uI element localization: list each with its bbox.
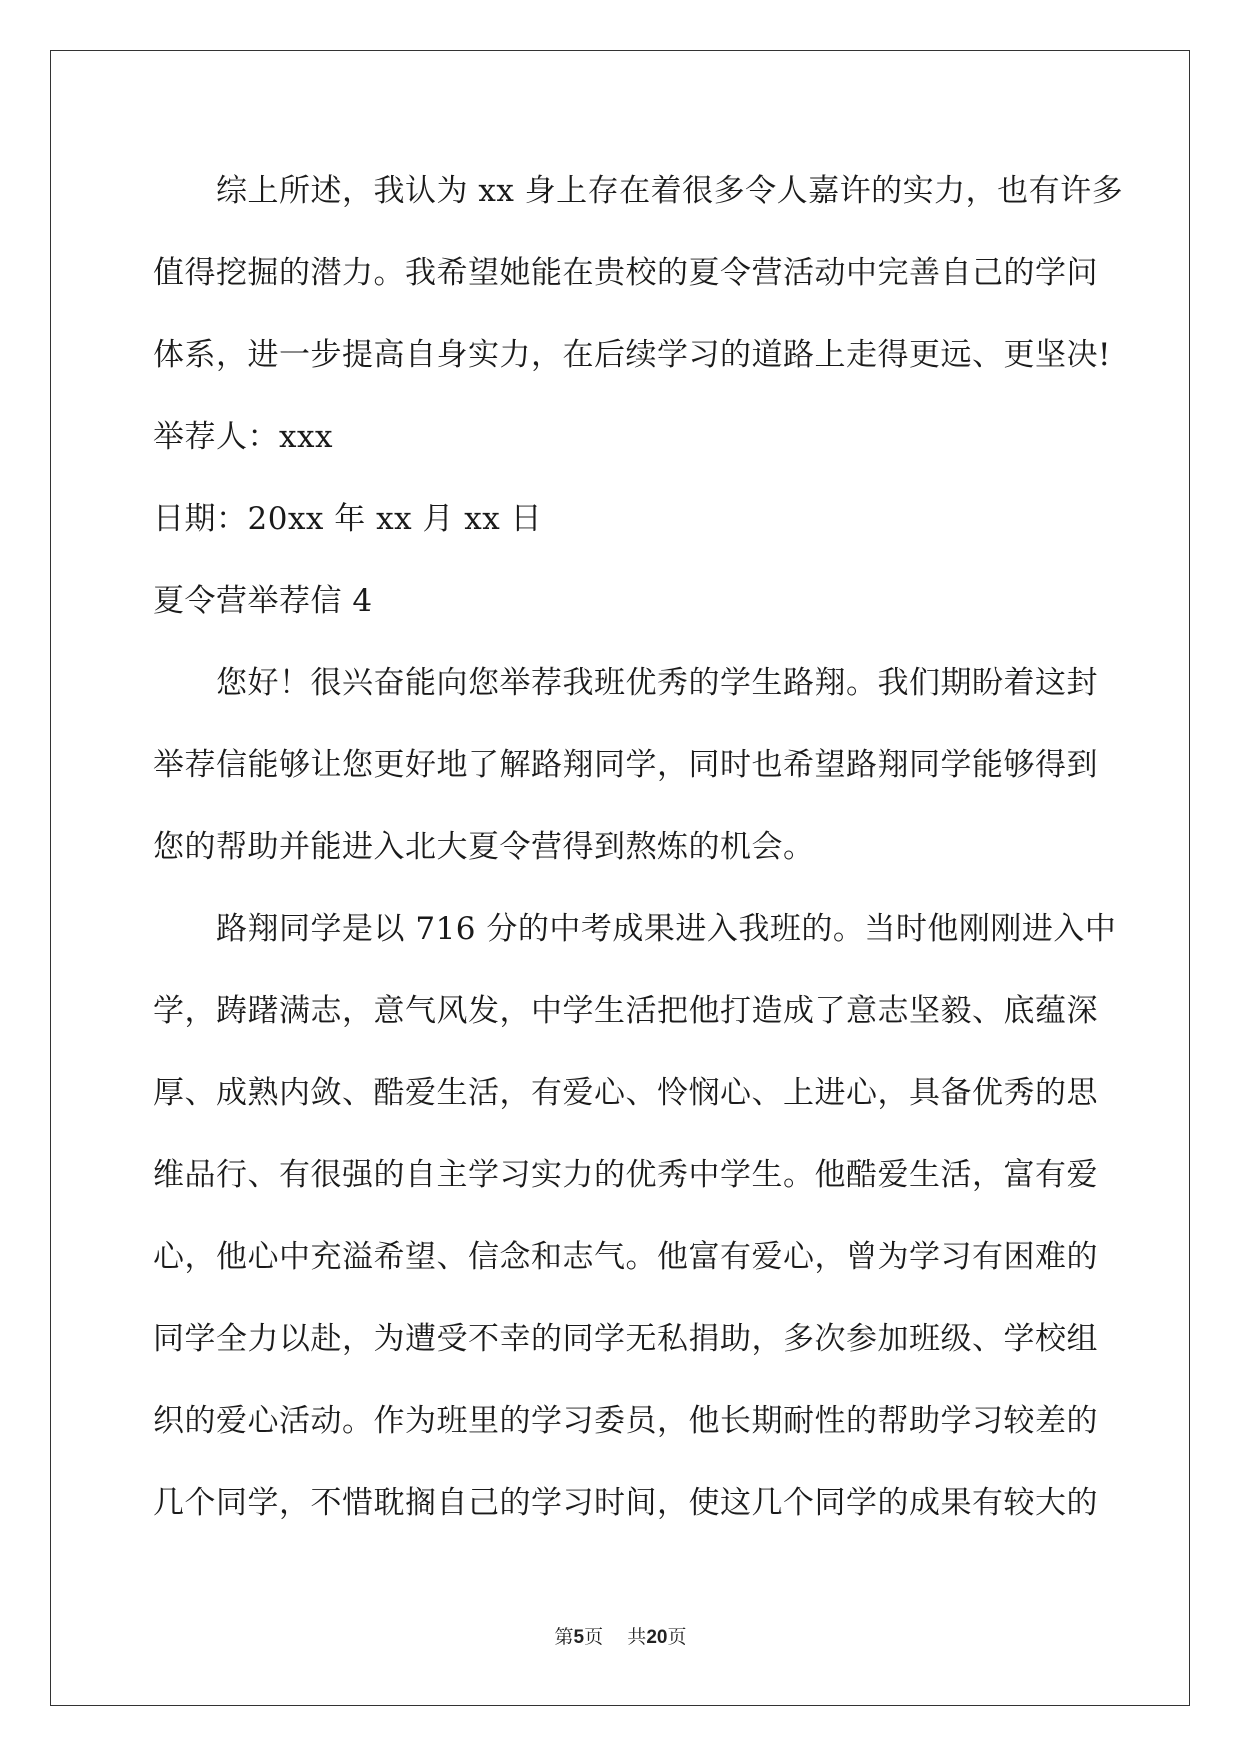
paragraph-line: 举荐信能够让您更好地了解路翔同学，同时也希望路翔同学能够得到 xyxy=(153,747,1098,783)
paragraph-line: 综上所述，我认为 xx 身上存在着很多令人嘉许的实力，也有许多 xyxy=(216,173,1124,209)
paragraph-line: 路翔同学是以 716 分的中考成果进入我班的。当时他刚刚进入中 xyxy=(216,911,1117,947)
paragraph-line: 您好！很兴奋能向您举荐我班优秀的学生路翔。我们期盼着这封 xyxy=(216,665,1098,701)
paragraph-line: 同学全力以赴，为遭受不幸的同学无私捐助，多次参加班级、学校组 xyxy=(153,1321,1098,1357)
footer-total-suffix: 页 xyxy=(667,1626,687,1648)
paragraph-line: 体系，进一步提高自身实力，在后续学习的道路上走得更远、更坚决! xyxy=(153,337,1111,373)
section-title: 夏令营举荐信 4 xyxy=(153,583,373,619)
paragraph-line: 几个同学，不惜耽搁自己的学习时间，使这几个同学的成果有较大的 xyxy=(153,1485,1098,1521)
paragraph-line: 心，他心中充溢希望、信念和志气。他富有爱心，曾为学习有困难的 xyxy=(153,1239,1098,1275)
paragraph-line: 学，踌躇满志，意气风发，中学生活把他打造成了意志坚毅、底蕴深 xyxy=(153,993,1098,1029)
footer-total-number: 20 xyxy=(646,1627,668,1648)
paragraph-line: 厚、成熟内敛、酷爱生活，有爱心、怜悯心、上进心，具备优秀的思 xyxy=(153,1075,1098,1111)
page-footer xyxy=(0,1622,1241,1649)
paragraph-line: 织的爱心活动。作为班里的学习委员，他长期耐性的帮助学习较差的 xyxy=(153,1403,1098,1439)
document-body xyxy=(153,150,1124,1544)
paragraph-line: 维品行、有很强的自主学习实力的优秀中学生。他酷爱生活，富有爱 xyxy=(153,1157,1098,1193)
footer-page-number: 5 xyxy=(573,1627,585,1648)
footer-page-prefix: 第 xyxy=(554,1626,574,1648)
paragraph-line: 值得挖掘的潜力。我希望她能在贵校的夏令营活动中完善自己的学问 xyxy=(153,255,1098,291)
date-line: 日期：20xx 年 xx 月 xx 日 xyxy=(153,501,543,537)
recommender-line: 举荐人：xxx xyxy=(153,419,333,455)
footer-page-suffix: 页 xyxy=(584,1626,604,1648)
paragraph-line: 您的帮助并能进入北大夏令营得到熬炼的机会。 xyxy=(153,829,815,865)
footer-total-prefix: 共 xyxy=(627,1626,647,1648)
